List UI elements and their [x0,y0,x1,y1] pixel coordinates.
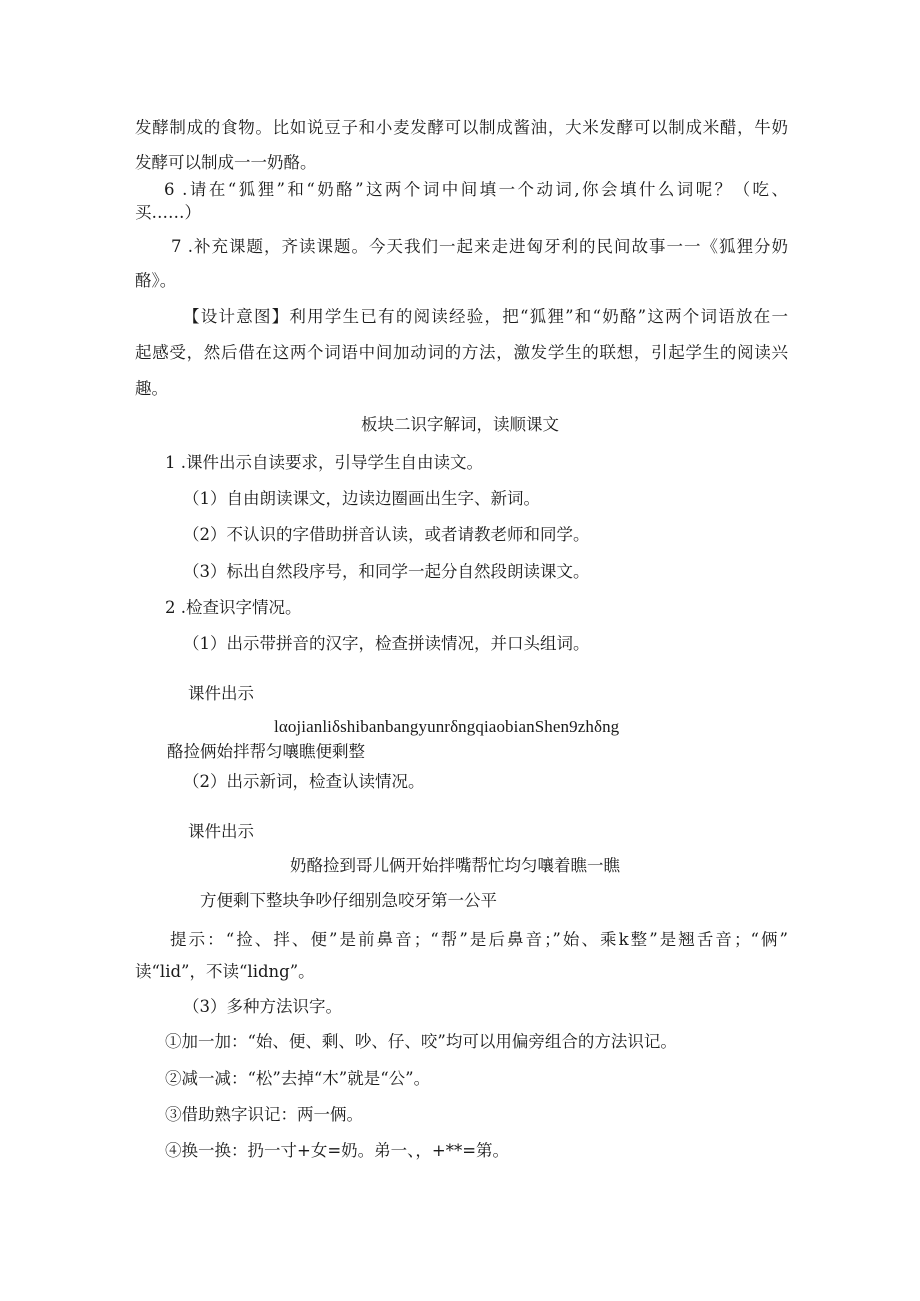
tip-line-1: 提示：“捡、拌、便”是前鼻音；“帮”是后鼻音；”始、乘k整”是翘舌音；“俩” [170,930,788,949]
method-familiar-char: ③借助熟字识记：两一俩。 [165,1105,363,1124]
step-6-line-1: 6 .请在“狐狸”和“奶酪”这两个词中间填一个动词,你会填什么词呢？（吃、 [164,180,788,199]
section-2-item-2-sub-1: （1）出示带拼音的汉字，检查拼读情况，并口头组词。 [183,634,590,653]
design-intent-line-2: 起感受，然后借在这两个词语中间加动词的方法，激发学生的联想，引起学生的阅读兴 [135,343,788,362]
pinyin-line: lαojianliδshibanbangyunrδngqiaobianShen9zhδng [274,717,620,736]
section-2-item-1-sub-2: （2）不认识的字借助拼音认读，或者请教老师和同学。 [183,525,590,544]
new-words-line-1: 奶酪捡到哥儿俩开始拌嘴帮忙均匀嚷着瞧一瞧 [290,856,620,875]
method-swap: ④换一换：扔一寸+女=奶。弟一、，+**=第。 [165,1141,510,1160]
section-2-title: 板块二识字解词，读顺课文 [361,415,559,434]
method-add: ①加一加：“始、便、剩、吵、仔、咬”均可以用偏旁组合的方法识记。 [165,1032,677,1051]
step-7-line-2: 酪》。 [135,271,177,290]
step-7-line-1: 7 .补充课题，齐读课题。今天我们一起来走进匈牙利的民间故事一一《狐狸分奶 [171,237,788,256]
section-2-item-1-sub-3: （3）标出自然段序号，和同学一起分自然段朗读课文。 [183,562,590,581]
tip-line-2: 读“lid”，不读“lidng”。 [135,962,315,981]
design-intent-line-1: 【设计意图】利用学生已有的阅读经验，把“狐狸”和“奶酪”这两个词语放在一 [183,307,788,326]
section-2-item-2: 2 .检查识字情况。 [165,598,302,617]
courseware-label-2: 课件出示 [188,822,254,841]
intro-line-1: 发酵制成的食物。比如说豆子和小麦发酵可以制成酱油，大米发酵可以制成米醋，牛奶 [135,118,788,137]
new-words-line-2: 方便剩下整块争吵仔细别急咬牙第一公平 [200,891,497,910]
design-intent-line-3: 趣。 [135,379,168,398]
characters-line: 酪捡俩始拌帮匀嚷瞧便剩整 [167,742,365,761]
courseware-label-1: 课件出示 [188,684,254,703]
intro-line-2: 发酵可以制成一一奶酪。 [135,153,317,172]
section-2-item-2-sub-2: （2）出示新词，检查认读情况。 [183,772,425,791]
step-6-line-2: 买……） [135,203,201,222]
method-subtract: ②减一减：“松”去掉“木”就是“公”。 [165,1069,431,1088]
section-2-item-1-sub-1: （1）自由朗读课文，边读边圈画出生字、新词。 [183,489,540,508]
section-2-item-2-sub-3: （3）多种方法识字。 [183,997,342,1016]
section-2-item-1: 1 .课件出示自读要求，引导学生自由读文。 [165,453,483,472]
